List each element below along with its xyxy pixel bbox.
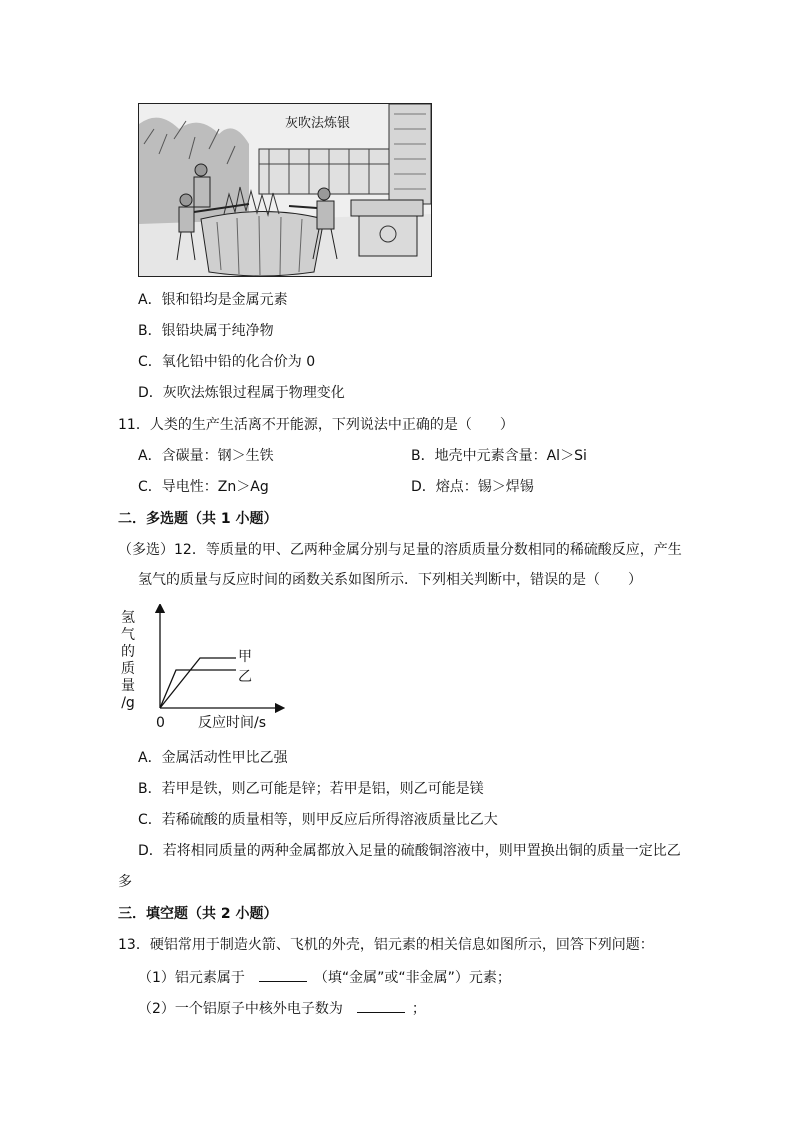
y-axis-label-char: 气: [121, 627, 135, 643]
series-yi-line: [160, 670, 236, 708]
hydrogen-mass-graph: [118, 604, 288, 736]
q12-stem-line1: （多选）12．等质量的甲、乙两种金属分别与足量的溶质质量分数相同的稀硫酸反应，产生: [118, 542, 682, 558]
q12-option-a: A．金属活动性甲比乙强: [138, 750, 288, 766]
silver-refining-illustration: [138, 103, 432, 277]
q10-option-a: A．银和铅均是金属元素: [138, 292, 288, 308]
q13-part1-answer-blank[interactable]: [259, 967, 307, 982]
series-yi-label: 乙: [238, 669, 252, 685]
y-axis-label: [118, 610, 138, 712]
q13-part1-suffix: （填“金属”或“非金属”）元素；: [313, 970, 511, 986]
q10-option-b: B．银铅块属于纯净物: [138, 323, 274, 339]
q13-part2: [138, 998, 426, 1018]
series-jia-line: [160, 658, 236, 708]
series-jia-label: 甲: [238, 649, 252, 665]
y-axis-label-char: 量: [121, 678, 135, 694]
q10-option-d: D．灰吹法炼银过程属于物理变化: [138, 385, 345, 401]
y-axis-label-char: 的: [121, 644, 135, 660]
q10-option-c: C．氧化铅中铅的化合价为 0: [138, 354, 316, 370]
y-axis-label-char: /g: [121, 695, 135, 711]
q13-part2-suffix: ；: [411, 1001, 426, 1017]
q12-option-b: B．若甲是铁，则乙可能是锌；若甲是铝，则乙可能是镁: [138, 781, 484, 797]
y-axis-label-char: 质: [121, 661, 135, 677]
q12-option-d: D．若将相同质量的两种金属都放入足量的硫酸铜溶液中，则甲置换出铜的质量一定比乙: [138, 843, 681, 859]
q13-stem: 13．硬铝常用于制造火箭、飞机的外壳，铝元素的相关信息如图所示，回答下列问题：: [118, 937, 654, 953]
q13-part1-prefix: （1）铝元素属于: [138, 970, 245, 986]
q11-option-d: D．熔点：锡＞焊锡: [411, 479, 534, 495]
q12-option-d-continuation: 多: [118, 874, 132, 890]
q11-option-b: B．地壳中元素含量：Al＞Si: [411, 448, 587, 464]
section-heading-fill-in: 三．填空题（共 2 小题）: [118, 906, 278, 922]
section-heading-multiple-choice: 二．多选题（共 1 小题）: [118, 511, 278, 527]
x-axis-label: 反应时间/s: [198, 715, 267, 731]
q13-part1: [138, 967, 511, 987]
q11-stem: 11．人类的生产生活离不开能源，下列说法中正确的是（ ）: [118, 417, 514, 433]
q13-part2-answer-blank[interactable]: [357, 998, 405, 1013]
graph-origin-label: 0: [156, 715, 165, 731]
q13-part2-prefix: （2）一个铝原子中核外电子数为: [138, 1001, 343, 1017]
q11-option-c: C．导电性：Zn＞Ag: [138, 479, 269, 495]
q11-option-a: A．含碳量：钢＞生铁: [138, 448, 274, 464]
q12-option-c: C．若稀硫酸的质量相等，则甲反应后所得溶液质量比乙大: [138, 812, 498, 828]
y-axis-label-char: 氢: [121, 610, 135, 626]
illustration-caption: 灰吹法炼银: [285, 116, 351, 131]
q12-stem-line2: 氢气的质量与反应时间的函数关系如图所示．下列相关判断中，错误的是（ ）: [138, 572, 642, 588]
